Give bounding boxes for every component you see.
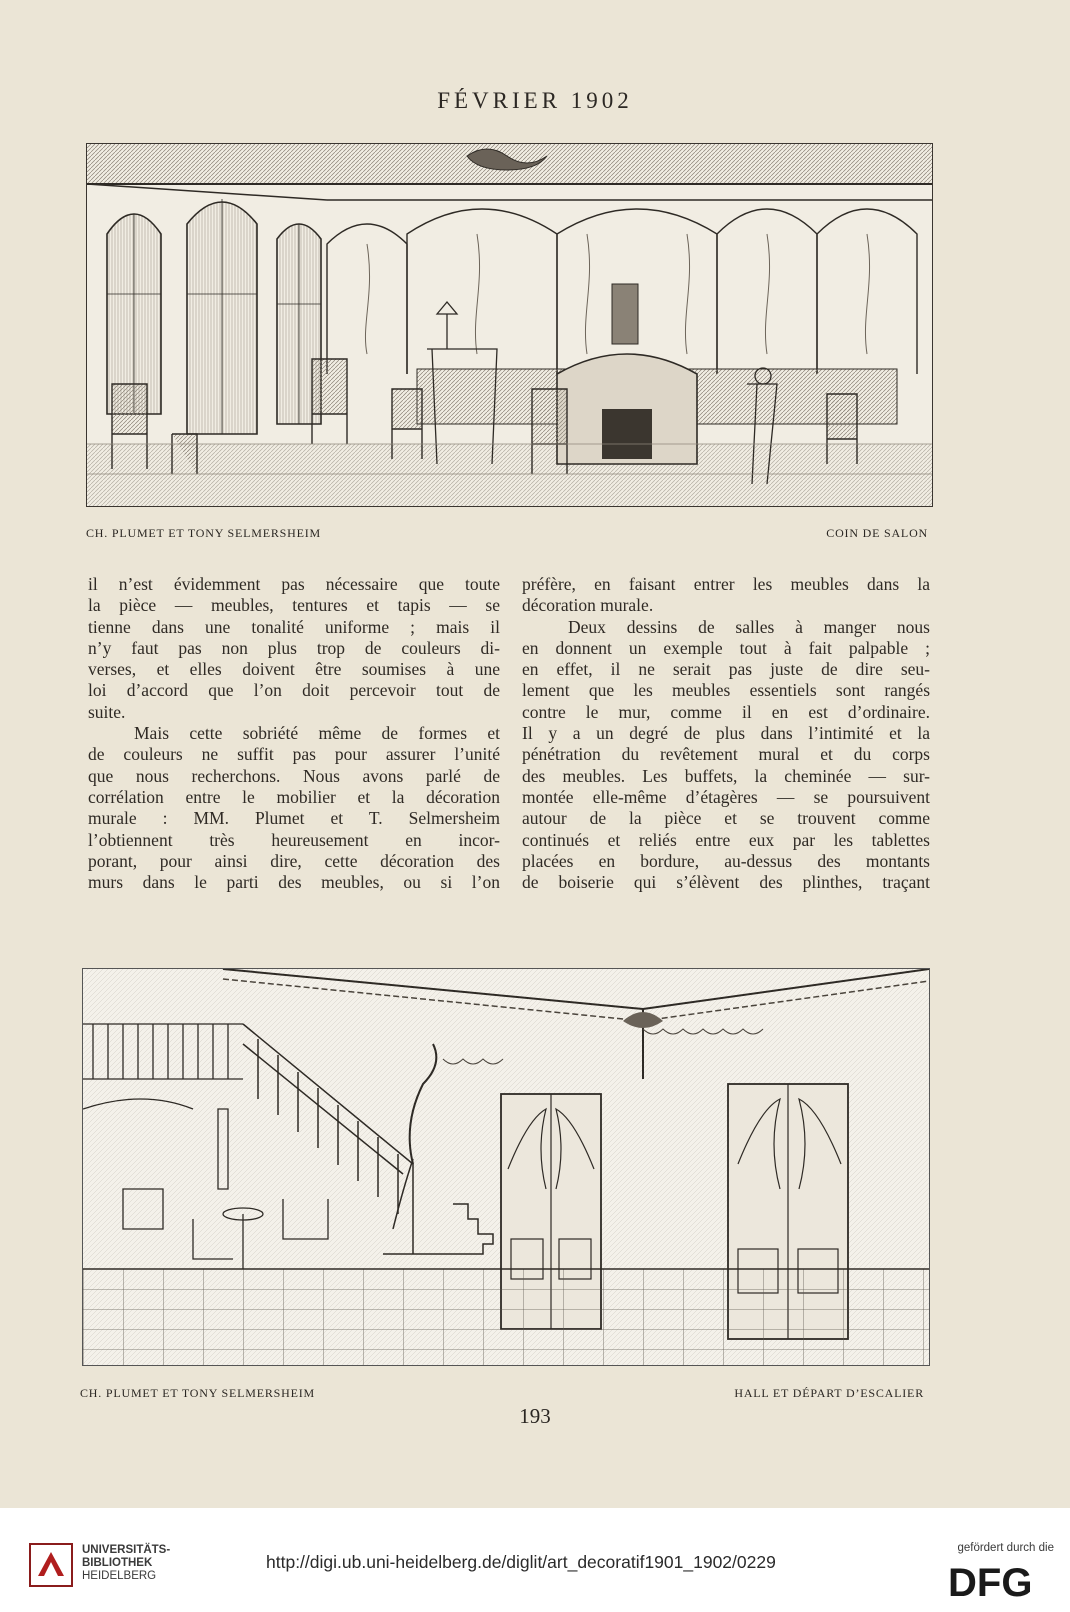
text-line: l’obtiennent très heureusement en incor- (88, 829, 500, 850)
text-line: montée elle-même d’étagères — se poursuivent (522, 786, 930, 807)
illustration-coin-de-salon (86, 143, 933, 507)
text-line: corrélation entre le mobilier et la décoration (88, 786, 500, 807)
text-line: continués et reliés entre eux par les tablettes (522, 829, 930, 850)
funded-by-label: gefördert durch die (957, 1542, 1054, 1554)
text-line: tienne dans une tonalité uniforme ; mais il (88, 616, 500, 637)
text-line: lement que les meubles essentiels sont rangés (522, 680, 930, 701)
text-line: autour de la pièce et se trouvent comme (522, 808, 930, 829)
text-line: verses, et elles doivent être soumises à une (88, 659, 500, 680)
caption-top-title: COIN DE SALON (826, 526, 928, 540)
caption-top-artists: CH. PLUMET ET TONY SELMERSHEIM (86, 526, 322, 540)
dfg-logo-text: DFG (948, 1561, 1033, 1600)
source-url-link[interactable]: http://digi.ub.uni-heidelberg.de/diglit/art_decoratif1901_1902/0229 (266, 1552, 776, 1572)
text-line: pénétration du revêtement mural et du corps (522, 744, 930, 765)
running-header: FÉVRIER 1902 (437, 88, 633, 113)
text-line: que nous recherchons. Nous avons parlé de (88, 765, 500, 786)
text-line: de couleurs ne suffit pas pour assurer l’unité (88, 744, 500, 765)
text-line: décoration murale. (522, 595, 654, 616)
digitization-footer (0, 1508, 1070, 1612)
text-line: en donnent un exemple tout à fait palpable ; (522, 637, 930, 658)
text-line: Il y a un degré de plus dans l’intimité et la (522, 723, 930, 744)
text-line: contre le mur, comme il en est d’ordinaire. (522, 701, 930, 722)
caption-bottom-artists: CH. PLUMET ET TONY SELMERSHEIM (80, 1386, 316, 1400)
text-line: en effet, il ne serait pas juste de dire seu- (522, 659, 930, 680)
text-line: préfère, en faisant entrer les meubles dans la (522, 574, 930, 594)
text-line: murale : MM. Plumet et T. Selmersheim (88, 808, 500, 829)
text-line: porant, pour ainsi dire, cette décoration des (88, 850, 500, 871)
text-line: des meubles. Les buffets, la cheminée — sur- (522, 765, 930, 786)
library-name: UNIVERSITÄTS- BIBLIOTHEK HEIDELBERG (82, 1544, 171, 1582)
page-number: 193 (519, 1404, 551, 1428)
text-line: n’y faut pas non plus trop de couleurs di- (88, 637, 500, 658)
text-line: il n’est évidemment pas nécessaire que toute (88, 574, 500, 594)
text-line: murs dans le parti des meubles, ou si l’on (88, 872, 500, 893)
text-line: suite. (88, 701, 126, 722)
text-line: loi d’accord que l’on doit percevoir tout de (88, 680, 500, 701)
caption-bottom-title: HALL ET DÉPART D’ESCALIER (734, 1386, 924, 1400)
text-line: Mais cette sobriété même de formes et (134, 723, 500, 744)
text-line: de boiserie qui s’élèvent des plinthes, traçant (522, 872, 930, 893)
text-column-right (522, 574, 930, 893)
illustration-hall-escalier (82, 968, 930, 1366)
text-line: placées en bordure, au-dessus des montants (522, 850, 930, 871)
text-line: la pièce — meubles, tentures et tapis — se (88, 595, 500, 616)
text-column-left (88, 574, 500, 893)
university-seal-icon (28, 1542, 74, 1588)
text-line: Deux dessins de salles à manger nous (568, 616, 930, 637)
dfg-logo-icon (946, 1560, 1050, 1600)
